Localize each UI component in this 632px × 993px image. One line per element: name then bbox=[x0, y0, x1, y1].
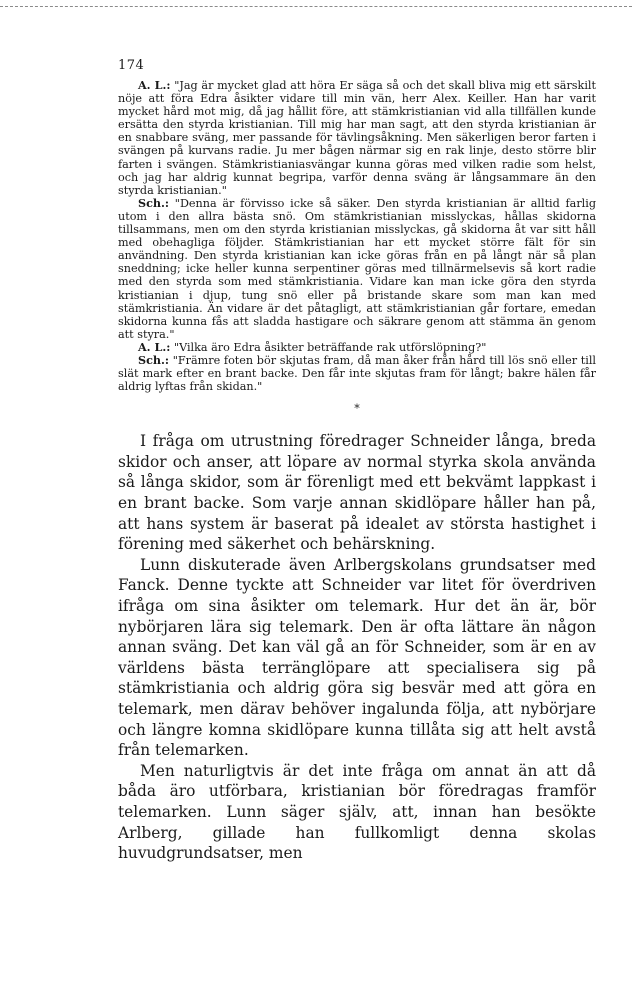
body-text bbox=[118, 431, 596, 863]
dialogue-text: "Denna är förvisso icke så säker. Den styrda kristianian är alltid farlig utom i den allra bästa snö. Om stämkristianian misslyckas, hållas skidorna tillsammans, men om den styrda kristianian misslyckas, gå skidorna åt var sitt håll med obehagliga följder. Stämkristianian har ett mycket större fält för sin användning. Den styrda kristianian kan icke göras från en på långt när så plan sneddning; icke heller kunna serpentiner göras med tillnärmelsevis så kort radie med den styrda som med stämkristiania. Vidare kan man icke göra den styrda kristianian i djup, tung snö eller på bristande skare som man kan med stämkristiania. Än vidare är det påtagligt, att stämkristianian går fortare, emedan skidorna kunna fås att sladda hastigare och säkrare genom att stämma än genom att styra." bbox=[118, 196, 596, 341]
dialogue-text: "Vilka äro Edra åsikter beträffande rak utförslöpning?" bbox=[173, 340, 487, 354]
dialogue-text: "Jag är mycket glad att höra Er säga så och det skall bliva mig ett särskilt nöje att föra Edra åsikter vidare till min vän, herr Alex. Keiller. Han har varit mycket hård mot mig, då jag hållit före, att stämkristianian vid alla tillfällen kunde ersätta den styrda kristianian. Till mig har man sagt, att den styrda kristianian är en snabbare sväng, mer passande för tävlingsåkning. Men säkerligen beror farten i svängen på kurvans radie. Ju mer bågen närmar sig en rak linje, desto större blir farten i svängen. Stämkristianiasvängar kunna göras med vilken radie som helst, och jag har aldrig kunnat begripa, varför denna sväng är långsammare än den styrda kristianian." bbox=[118, 79, 596, 197]
book-page bbox=[118, 58, 596, 864]
body-paragraph: I fråga om utrustning föredrager Schneider långa, breda skidor och anser, att löpare av normal styrka skola använda så långa skidor, som är förenligt med ett bekvämt lappkast i en brant backe. Som varje annan skidlöpare håller han på, att hans system är baserat på idealet av största hastighet i förening med säkerhet och behärskning. bbox=[118, 432, 596, 554]
speaker-label: A. L.: bbox=[138, 78, 171, 92]
dialogue-entry bbox=[118, 354, 596, 393]
speaker-label: Sch.: bbox=[138, 195, 170, 210]
dialogue-entry bbox=[118, 79, 596, 197]
interview-dialogue bbox=[118, 79, 596, 393]
top-edge-rule bbox=[0, 6, 632, 7]
body-paragraph: Lunn diskuterade även Arlbergskolans grundsatser med Fanck. Denne tyckte att Schneider var litet för överdriven ifråga om sina åsikter om telemark. Hur det än är, bör nybörjaren lära sig telemark. Den är ofta lättare än någon annan sväng. Det kan väl gå an för Schneider, som är en av världens bästa terränglöpare att specialisera sig på stämkristiania och aldrig göra sig besvär med att göra en telemark, men därav behöver ingalunda följa, att nybörjare och längre komna skidlöpare kunna tillåta sig att helt avstå från telemarken. bbox=[118, 555, 596, 760]
dialogue-entry bbox=[118, 197, 596, 341]
dialogue-entry bbox=[118, 341, 596, 354]
speaker-label: A. L.: bbox=[138, 339, 171, 354]
dialogue-text: "Främre foten bör skjutas fram, då man åker från hård till lös snö eller till slät mark efter en brant backe. Den får inte skjutas fram för långt; bakre hälen får aldrig lyftas från skidan." bbox=[118, 353, 596, 394]
page-number: 174 bbox=[118, 58, 145, 73]
speaker-label: Sch.: bbox=[138, 352, 170, 367]
body-paragraph: Men naturligtvis är det inte fråga om annat än att då båda äro utförbara, kristianian bör föredragas framför telemarken. Lunn säger själv, att, innan han besökte Arlberg, gillade han fullkomligt denna skolas huvudgrundsatser, men bbox=[118, 761, 596, 863]
section-divider-asterisk: * bbox=[354, 402, 360, 416]
